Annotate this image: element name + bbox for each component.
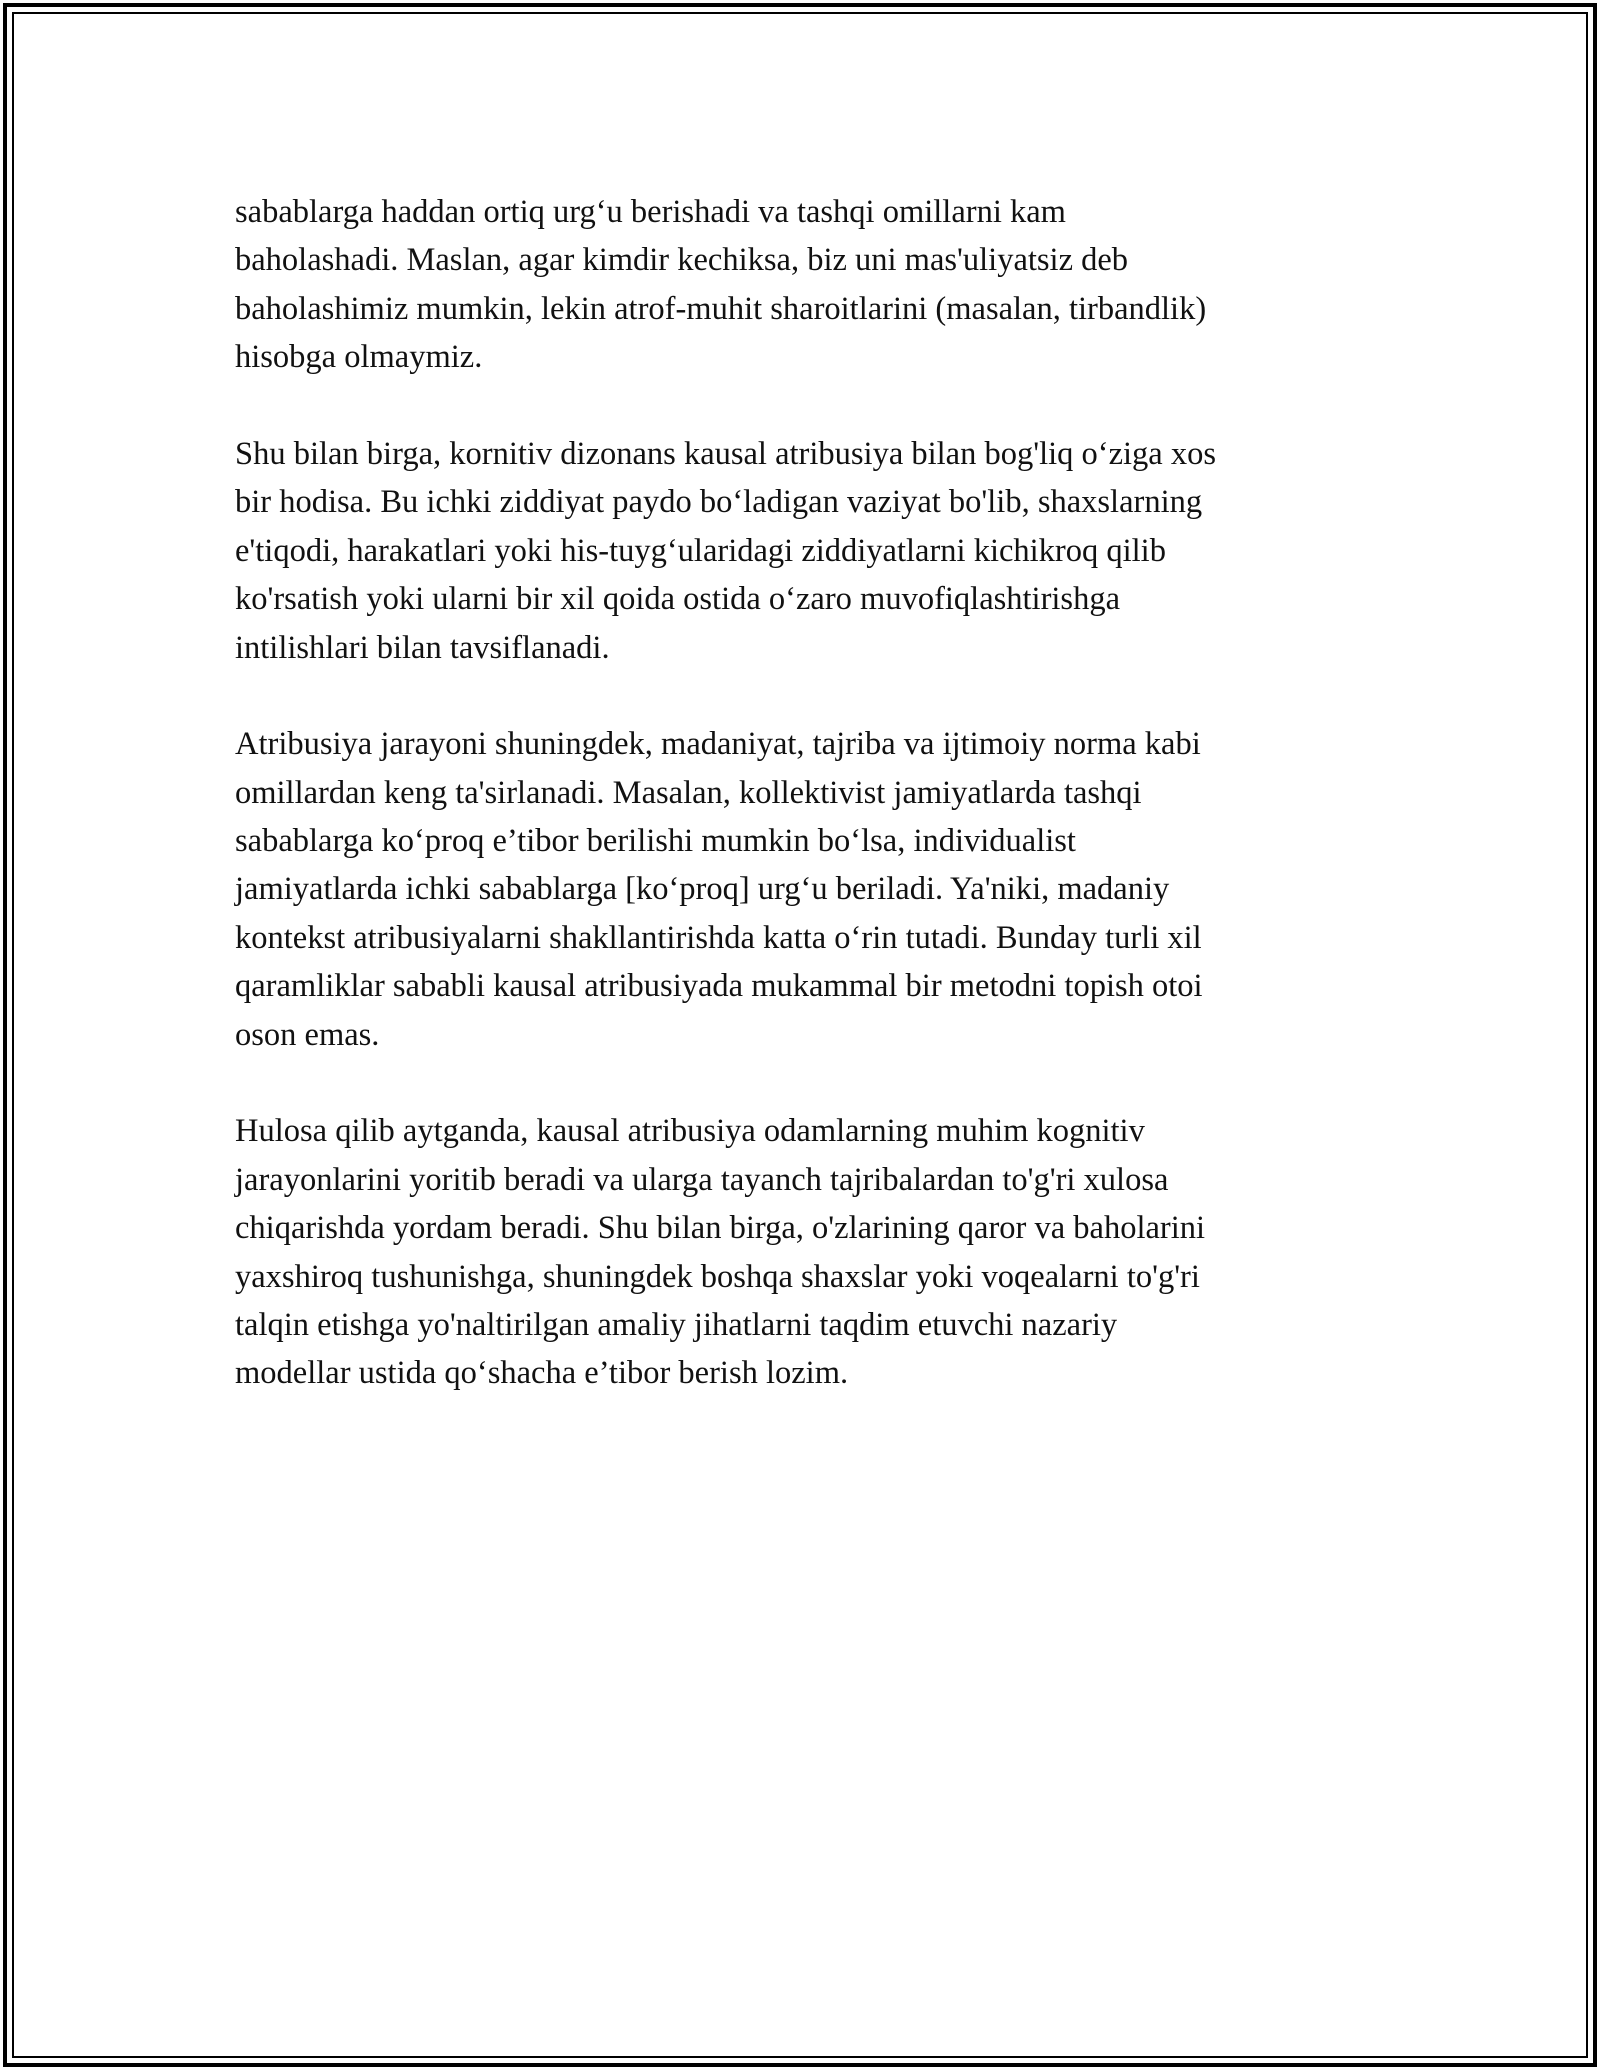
- paragraph-2: [235, 430, 1365, 672]
- text-line: Hulosa qilib aytganda, kausal atribusiya odamlarning muhim kognitiv: [235, 1113, 1145, 1150]
- paragraph-4: [235, 1107, 1365, 1397]
- paragraph-1: [235, 188, 1365, 382]
- text-line: talqin etishga yo'naltirilgan amaliy jihatlarni taqdim etuvchi nazariy: [235, 1306, 1118, 1343]
- text-line: qaramliklar sababli kausal atribusiyada mukammal bir metodni topish otoi: [235, 968, 1203, 1005]
- text-line: kontekst atribusiyalarni shakllantirishda katta o‘rin tutadi. Bunday turli xil: [235, 919, 1202, 956]
- text-line: Shu bilan birga, kornitiv dizonans kausal atribusiya bilan bog'liq o‘ziga xos: [235, 435, 1216, 472]
- paragraph-3: [235, 720, 1365, 1059]
- text-line: Atribusiya jarayoni shuningdek, madaniyat, tajriba va ijtimoiy norma kabi: [235, 726, 1201, 763]
- text-line: e'tiqodi, harakatlari yoki his-tuyg‘ularidagi ziddiyatlarni kichikroq qilib: [235, 532, 1166, 569]
- text-line: intilishlari bilan tavsiflanadi.: [235, 629, 610, 666]
- text-line: ko'rsatish yoki ularni bir xil qoida ostida o‘zaro muvofiqlashtirishga: [235, 581, 1121, 618]
- text-line: baholashimiz mumkin, lekin atrof-muhit sharoitlarini (masalan, tirbandlik): [235, 290, 1207, 327]
- text-line: hisobga olmaymiz.: [235, 339, 483, 376]
- text-line: oson emas.: [235, 1016, 380, 1053]
- text-line: jamiyatlarda ichki sabablarga [ko‘proq] urg‘u beriladi. Ya'niki, madaniy: [235, 871, 1170, 908]
- text-line: omillardan keng ta'sirlanadi. Masalan, kollektivist jamiyatlarda tashqi: [235, 774, 1142, 811]
- document-body: [235, 188, 1365, 1446]
- text-line: sabablarga ko‘proq e’tibor berilishi mumkin bo‘lsa, individualist: [235, 823, 1076, 860]
- text-line: jarayonlarini yoritib beradi va ularga tayanch tajribalardan to'g'ri xulosa: [235, 1161, 1169, 1198]
- text-line: modellar ustida qo‘shacha e’tibor berish lozim.: [235, 1355, 849, 1392]
- text-line: chiqarishda yordam beradi. Shu bilan birga, o'zlarining qaror va baholarini: [235, 1210, 1206, 1247]
- text-line: baholashadi. Maslan, agar kimdir kechiksa, biz uni mas'uliyatsiz deb: [235, 242, 1129, 279]
- text-line: bir hodisa. Bu ichki ziddiyat paydo bo‘ladigan vaziyat bo'lib, shaxslarning: [235, 484, 1203, 521]
- text-line: sabablarga haddan ortiq urg‘u berishadi va tashqi omillarni kam: [235, 194, 1066, 230]
- text-line: yaxshiroq tushunishga, shuningdek boshqa shaxslar yoki voqealarni to'g'ri: [235, 1258, 1200, 1295]
